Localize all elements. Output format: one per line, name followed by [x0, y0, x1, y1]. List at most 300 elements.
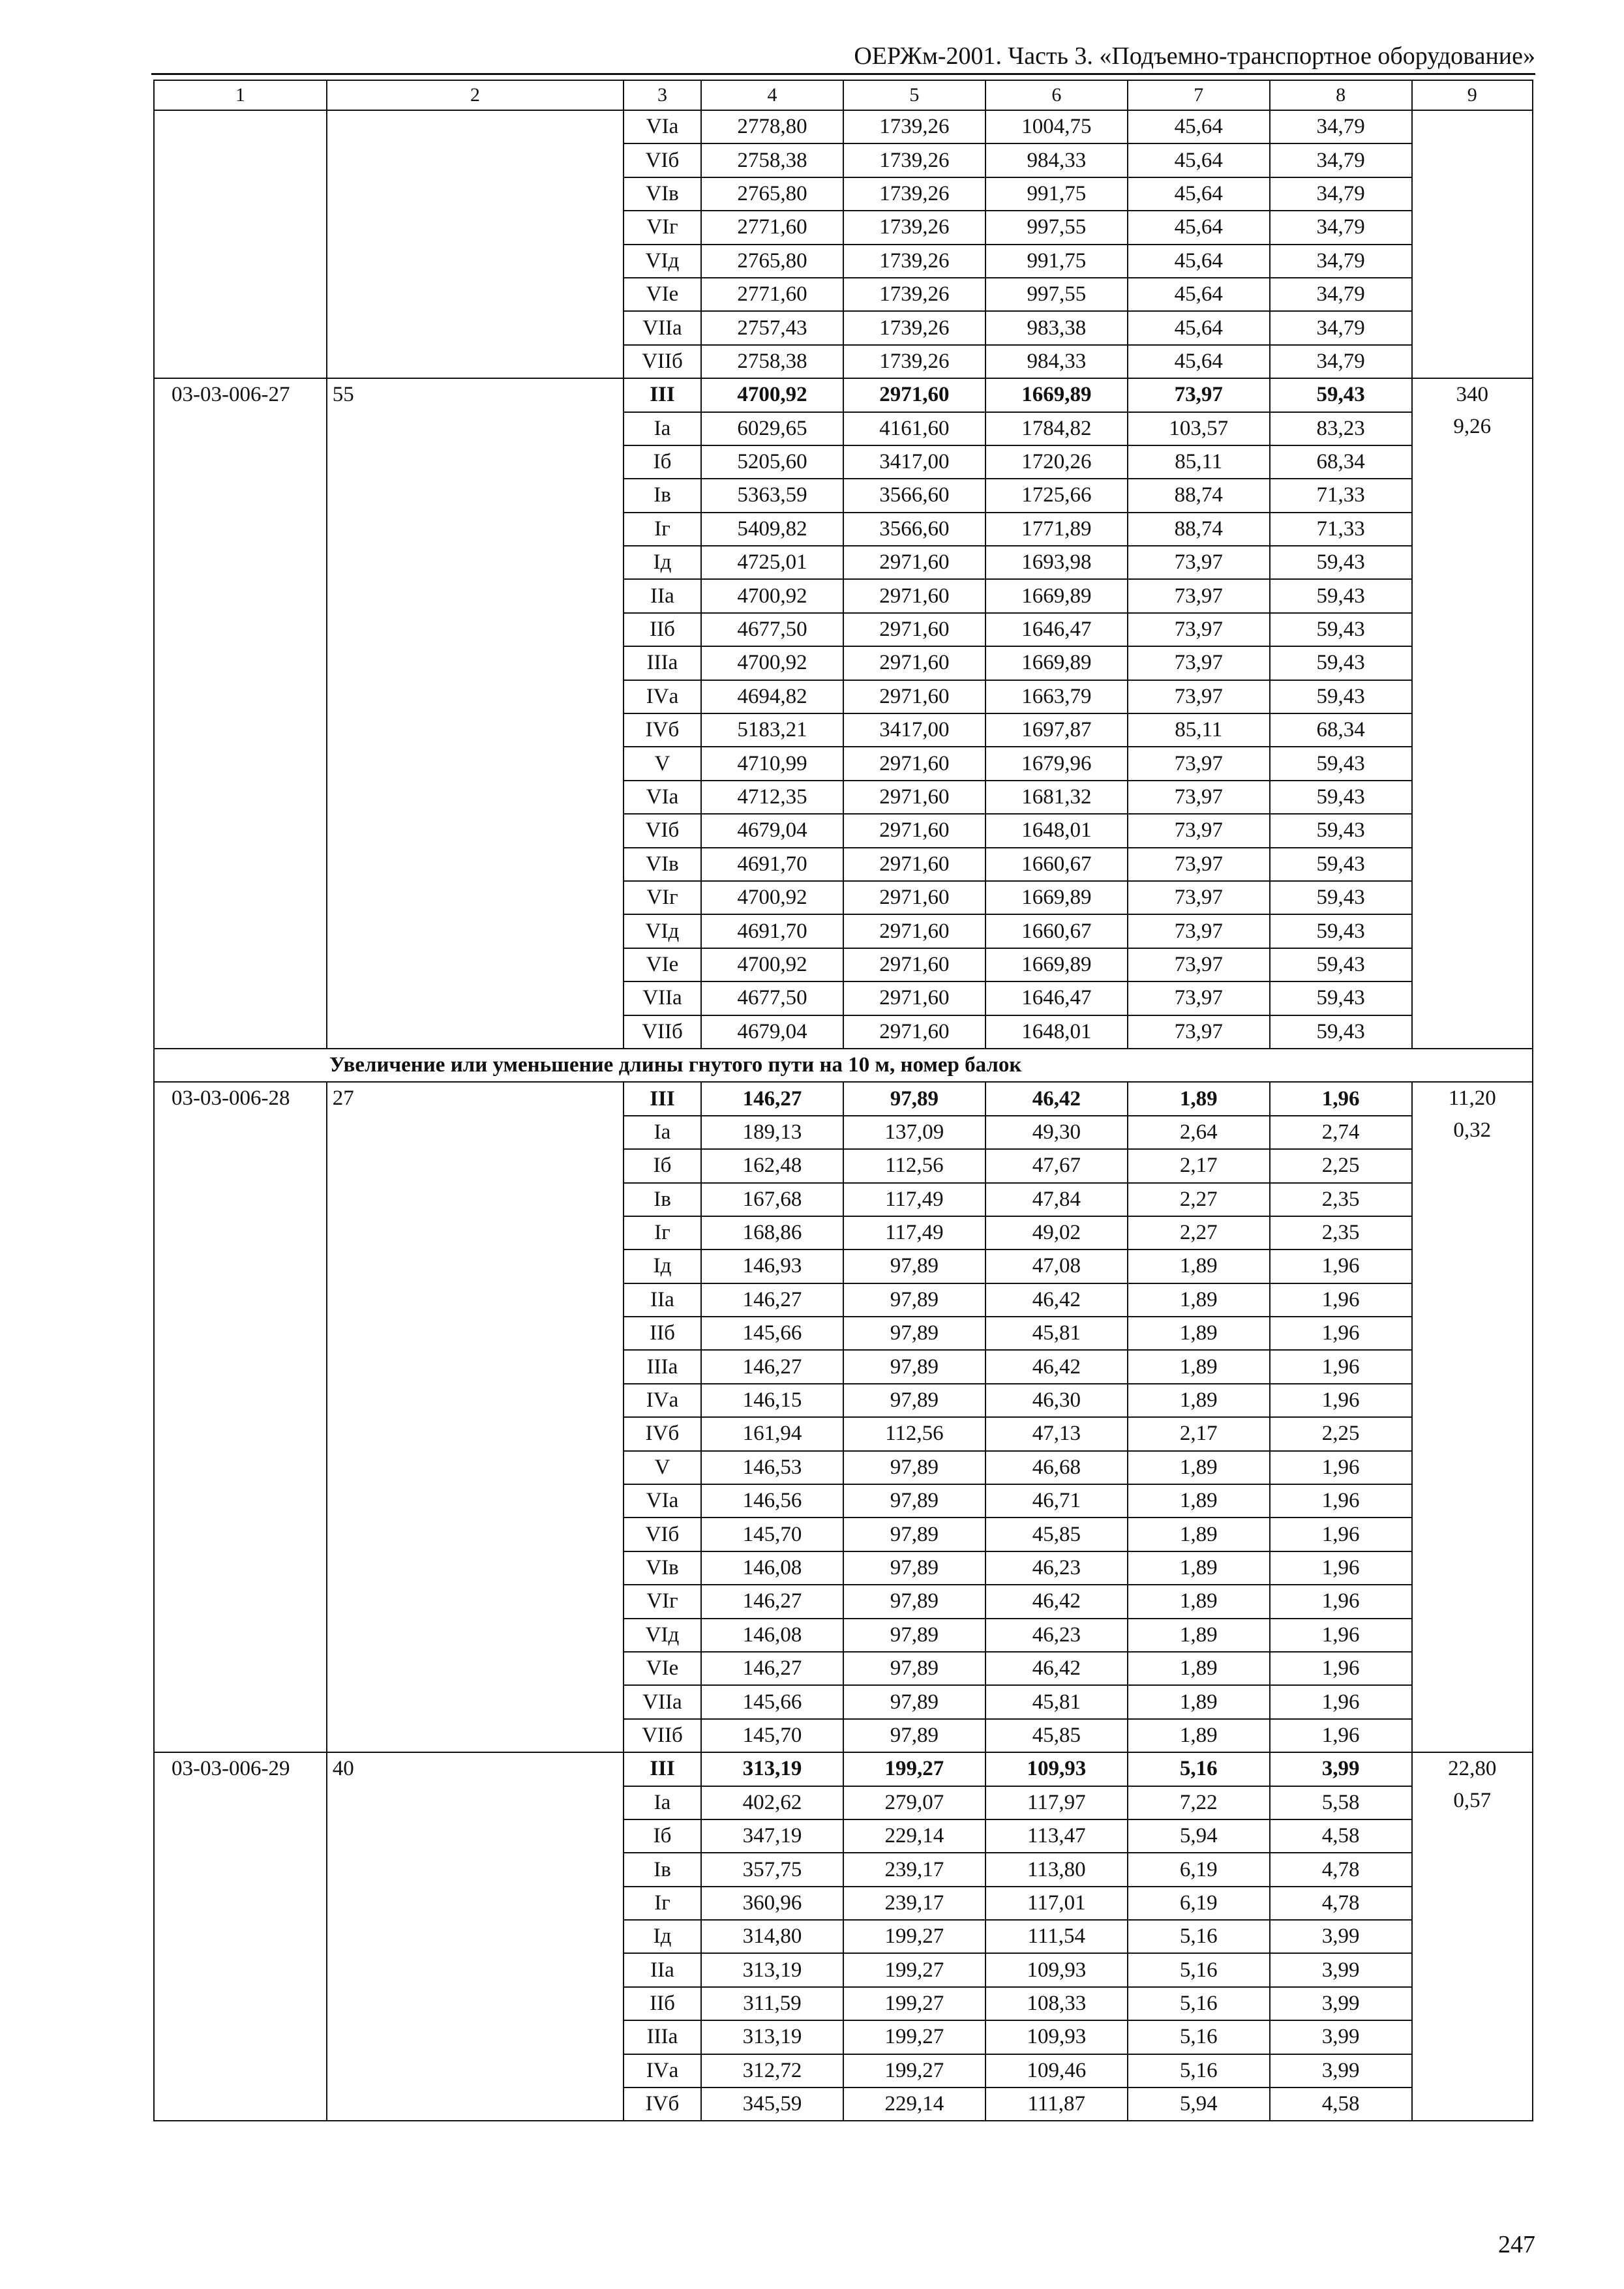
value-cell: 45,64 — [1128, 245, 1270, 278]
value-cell: 189,13 — [701, 1116, 843, 1149]
value-cell: 1648,01 — [985, 1015, 1128, 1049]
value-cell: 59,43 — [1270, 781, 1412, 814]
value-cell: 2971,60 — [843, 948, 985, 981]
value-cell: 1784,82 — [985, 412, 1128, 445]
value-cell: 1739,26 — [843, 110, 985, 143]
value-cell: 59,43 — [1270, 981, 1412, 1015]
zone-cell: Iа — [624, 412, 701, 445]
value-cell: 2971,60 — [843, 378, 985, 411]
zone-cell: Iа — [624, 1116, 701, 1149]
value-cell: 45,64 — [1128, 143, 1270, 177]
value-cell: 5,16 — [1128, 2020, 1270, 2054]
zone-cell: Iд — [624, 546, 701, 579]
value-cell: 111,54 — [985, 1920, 1128, 1953]
value-cell: 2971,60 — [843, 1015, 985, 1049]
value-cell: 983,38 — [985, 311, 1128, 344]
value-cell: 97,89 — [843, 1619, 985, 1652]
value-cell: 1,96 — [1270, 1451, 1412, 1484]
zone-cell: IIIа — [624, 646, 701, 680]
value-cell: 1739,26 — [843, 278, 985, 311]
value-cell: 1,96 — [1270, 1350, 1412, 1383]
value-cell: 2765,80 — [701, 245, 843, 278]
column-number: 4 — [701, 80, 843, 110]
value-cell: 4700,92 — [701, 378, 843, 411]
value-cell: 1646,47 — [985, 613, 1128, 646]
value-cell: 97,89 — [843, 1451, 985, 1484]
value-cell: 117,97 — [985, 1786, 1128, 1819]
value-cell: 45,85 — [985, 1518, 1128, 1551]
value-cell: 168,86 — [701, 1216, 843, 1249]
value-cell: 1,89 — [1128, 1652, 1270, 1685]
column-number: 8 — [1270, 80, 1412, 110]
value-cell: 239,17 — [843, 1887, 985, 1920]
value-cell: 88,74 — [1128, 479, 1270, 512]
value-cell: 1,89 — [1128, 1283, 1270, 1317]
value-cell: 5183,21 — [701, 713, 843, 747]
value-cell: 73,97 — [1128, 781, 1270, 814]
value-cell: 73,97 — [1128, 1015, 1270, 1049]
value-cell: 46,42 — [985, 1082, 1128, 1115]
value-cell: 5,16 — [1128, 1953, 1270, 1986]
value-cell: 4694,82 — [701, 680, 843, 713]
value-cell: 3,99 — [1270, 2020, 1412, 2054]
value-cell: 3417,00 — [843, 445, 985, 479]
value-cell: 311,59 — [701, 1987, 843, 2020]
value-cell: 117,49 — [843, 1216, 985, 1249]
value-cell: 1720,26 — [985, 445, 1128, 479]
value-cell: 4712,35 — [701, 781, 843, 814]
zone-cell: IIа — [624, 579, 701, 612]
value-cell: 68,34 — [1270, 713, 1412, 747]
value-cell: 59,43 — [1270, 546, 1412, 579]
table-row — [154, 378, 1533, 411]
value-cell: 1,89 — [1128, 1249, 1270, 1283]
value-cell: 97,89 — [843, 1484, 985, 1518]
value-cell: 1660,67 — [985, 914, 1128, 948]
rates-table — [153, 80, 1533, 2121]
value-cell: 3,99 — [1270, 1987, 1412, 2020]
value-cell: 4,58 — [1270, 1819, 1412, 1853]
page-number: 247 — [1498, 2231, 1535, 2258]
value-cell: 1,96 — [1270, 1082, 1412, 1115]
value-cell: 34,79 — [1270, 311, 1412, 344]
header-rule — [151, 73, 1535, 75]
material-value-main: 11,20 — [1448, 1086, 1496, 1111]
value-cell: 59,43 — [1270, 814, 1412, 847]
zone-cell: IIа — [624, 1953, 701, 1986]
zone-cell: Iб — [624, 1149, 701, 1182]
value-cell: 313,19 — [701, 1752, 843, 1786]
value-cell: 1004,75 — [985, 110, 1128, 143]
value-cell: 1681,32 — [985, 781, 1128, 814]
value-cell: 997,55 — [985, 211, 1128, 244]
value-cell: 73,97 — [1128, 646, 1270, 680]
value-cell: 1739,26 — [843, 311, 985, 344]
value-cell: 1,96 — [1270, 1249, 1412, 1283]
value-cell: 49,30 — [985, 1116, 1128, 1149]
value-cell: 97,89 — [843, 1350, 985, 1383]
zone-cell: IIIа — [624, 2020, 701, 2054]
value-cell: 5409,82 — [701, 513, 843, 546]
value-cell: 117,01 — [985, 1887, 1128, 1920]
zone-cell: IIб — [624, 1317, 701, 1350]
zone-cell: VIIб — [624, 345, 701, 378]
value-cell: 199,27 — [843, 1920, 985, 1953]
value-cell: 1669,89 — [985, 579, 1128, 612]
value-cell: 1669,89 — [985, 646, 1128, 680]
value-cell: 1660,67 — [985, 848, 1128, 881]
value-cell: 73,97 — [1128, 680, 1270, 713]
value-cell: 145,70 — [701, 1518, 843, 1551]
zone-cell: VIг — [624, 1585, 701, 1618]
value-cell: 5,16 — [1128, 1987, 1270, 2020]
zone-cell: Iв — [624, 1183, 701, 1216]
value-cell: 97,89 — [843, 1283, 985, 1317]
value-cell: 68,34 — [1270, 445, 1412, 479]
zone-cell: VIг — [624, 881, 701, 914]
material-value-secondary: 0,32 — [1453, 1118, 1492, 1143]
value-cell: 1,89 — [1128, 1484, 1270, 1518]
value-cell: 2,74 — [1270, 1116, 1412, 1149]
value-cell: 73,97 — [1128, 981, 1270, 1015]
value-cell: 83,23 — [1270, 412, 1412, 445]
value-cell: 1669,89 — [985, 378, 1128, 411]
zone-cell: III — [624, 1082, 701, 1115]
value-cell: 117,49 — [843, 1183, 985, 1216]
value-cell: 45,81 — [985, 1685, 1128, 1718]
value-cell: 2971,60 — [843, 579, 985, 612]
zone-cell: Iг — [624, 1216, 701, 1249]
value-cell: 71,33 — [1270, 479, 1412, 512]
value-cell: 109,93 — [985, 2020, 1128, 2054]
material-cell — [1412, 1082, 1533, 1752]
value-cell: 239,17 — [843, 1853, 985, 1886]
zone-cell: VIд — [624, 245, 701, 278]
rate-code-cell: 03-03-006-28 — [154, 1082, 327, 1752]
value-cell: 2971,60 — [843, 814, 985, 847]
zone-cell: III — [624, 1752, 701, 1786]
value-cell: 47,08 — [985, 1249, 1128, 1283]
zone-cell: IIб — [624, 613, 701, 646]
value-cell: 97,89 — [843, 1249, 985, 1283]
column-number: 9 — [1412, 80, 1533, 110]
value-cell: 46,68 — [985, 1451, 1128, 1484]
value-cell: 73,97 — [1128, 914, 1270, 948]
value-cell: 229,14 — [843, 1819, 985, 1853]
value-cell: 161,94 — [701, 1417, 843, 1450]
value-cell: 49,02 — [985, 1216, 1128, 1249]
value-cell: 45,64 — [1128, 211, 1270, 244]
value-cell: 1725,66 — [985, 479, 1128, 512]
value-cell: 1669,89 — [985, 948, 1128, 981]
value-cell: 146,27 — [701, 1082, 843, 1115]
value-cell: 73,97 — [1128, 378, 1270, 411]
value-cell: 45,85 — [985, 1719, 1128, 1752]
value-cell: 2757,43 — [701, 311, 843, 344]
zone-cell: V — [624, 1451, 701, 1484]
value-cell: 345,59 — [701, 2087, 843, 2121]
value-cell: 73,97 — [1128, 948, 1270, 981]
value-cell: 146,08 — [701, 1619, 843, 1652]
value-cell: 59,43 — [1270, 579, 1412, 612]
value-cell: 2971,60 — [843, 747, 985, 780]
value-cell: 34,79 — [1270, 278, 1412, 311]
zone-cell: VIд — [624, 1619, 701, 1652]
value-cell: 4161,60 — [843, 412, 985, 445]
value-cell: 3,99 — [1270, 1953, 1412, 1986]
zone-cell: VIIб — [624, 1015, 701, 1049]
value-cell: 46,42 — [985, 1585, 1128, 1618]
value-cell: 2778,80 — [701, 110, 843, 143]
value-cell: 2971,60 — [843, 680, 985, 713]
zone-cell: IIа — [624, 1283, 701, 1317]
value-cell: 1771,89 — [985, 513, 1128, 546]
material-value-main: 22,80 — [1448, 1757, 1497, 1781]
value-cell: 2765,80 — [701, 177, 843, 211]
value-cell: 145,66 — [701, 1685, 843, 1718]
value-cell: 984,33 — [985, 345, 1128, 378]
zone-cell: VIе — [624, 1652, 701, 1685]
value-cell: 199,27 — [843, 1987, 985, 2020]
value-cell: 1646,47 — [985, 981, 1128, 1015]
value-cell: 45,81 — [985, 1317, 1128, 1350]
value-cell: 1,89 — [1128, 1384, 1270, 1417]
value-cell: 46,71 — [985, 1484, 1128, 1518]
value-cell: 146,27 — [701, 1652, 843, 1685]
value-cell: 6,19 — [1128, 1887, 1270, 1920]
value-cell: 1,96 — [1270, 1551, 1412, 1585]
value-cell: 2971,60 — [843, 981, 985, 1015]
value-cell: 2971,60 — [843, 781, 985, 814]
value-cell: 5,58 — [1270, 1786, 1412, 1819]
value-cell: 4,78 — [1270, 1887, 1412, 1920]
value-cell: 4700,92 — [701, 948, 843, 981]
value-cell: 97,89 — [843, 1585, 985, 1618]
value-cell: 167,68 — [701, 1183, 843, 1216]
zone-cell: Iд — [624, 1249, 701, 1283]
value-cell: 88,74 — [1128, 513, 1270, 546]
quantity-cell — [327, 110, 624, 378]
column-number: 5 — [843, 80, 985, 110]
zone-cell: IVб — [624, 2087, 701, 2121]
value-cell: 73,97 — [1128, 613, 1270, 646]
rate-code-cell: 03-03-006-29 — [154, 1752, 327, 2121]
value-cell: 1739,26 — [843, 211, 985, 244]
value-cell: 2,17 — [1128, 1417, 1270, 1450]
value-cell: 1739,26 — [843, 345, 985, 378]
value-cell: 34,79 — [1270, 143, 1412, 177]
value-cell: 1739,26 — [843, 143, 985, 177]
material-value-secondary: 0,57 — [1453, 1789, 1492, 1813]
value-cell: 46,30 — [985, 1384, 1128, 1417]
value-cell: 4700,92 — [701, 579, 843, 612]
value-cell: 103,57 — [1128, 412, 1270, 445]
value-cell: 1,96 — [1270, 1719, 1412, 1752]
value-cell: 199,27 — [843, 2020, 985, 2054]
value-cell: 1,96 — [1270, 1484, 1412, 1518]
quantity-cell: 55 — [327, 378, 624, 1049]
column-number-row — [154, 80, 1533, 110]
value-cell: 97,89 — [843, 1652, 985, 1685]
value-cell: 1739,26 — [843, 245, 985, 278]
value-cell: 97,89 — [843, 1317, 985, 1350]
value-cell: 1697,87 — [985, 713, 1128, 747]
value-cell: 2971,60 — [843, 881, 985, 914]
value-cell: 1,96 — [1270, 1317, 1412, 1350]
value-cell: 109,46 — [985, 2054, 1128, 2087]
value-cell: 59,43 — [1270, 948, 1412, 981]
value-cell: 47,84 — [985, 1183, 1128, 1216]
value-cell: 46,42 — [985, 1652, 1128, 1685]
value-cell: 59,43 — [1270, 680, 1412, 713]
zone-cell: VIе — [624, 278, 701, 311]
value-cell: 2,25 — [1270, 1417, 1412, 1450]
value-cell: 2971,60 — [843, 914, 985, 948]
value-cell: 73,97 — [1128, 848, 1270, 881]
value-cell: 4725,01 — [701, 546, 843, 579]
value-cell: 146,15 — [701, 1384, 843, 1417]
table-row — [154, 110, 1533, 143]
value-cell: 146,56 — [701, 1484, 843, 1518]
material-value-secondary: 9,26 — [1453, 415, 1492, 439]
value-cell: 1,89 — [1128, 1585, 1270, 1618]
column-number: 3 — [624, 80, 701, 110]
material-value-secondary — [1413, 143, 1532, 175]
value-cell: 4691,70 — [701, 848, 843, 881]
value-cell: 2,35 — [1270, 1183, 1412, 1216]
value-cell: 97,89 — [843, 1384, 985, 1417]
zone-cell: VIд — [624, 914, 701, 948]
column-number: 1 — [154, 80, 327, 110]
value-cell: 2971,60 — [843, 546, 985, 579]
table-body — [154, 80, 1533, 2121]
value-cell: 59,43 — [1270, 881, 1412, 914]
value-cell: 314,80 — [701, 1920, 843, 1953]
value-cell: 347,19 — [701, 1819, 843, 1853]
value-cell: 59,43 — [1270, 646, 1412, 680]
value-cell: 360,96 — [701, 1887, 843, 1920]
value-cell: 2,27 — [1128, 1183, 1270, 1216]
value-cell: 73,97 — [1128, 546, 1270, 579]
value-cell: 199,27 — [843, 1752, 985, 1786]
material-value-main — [1413, 111, 1532, 143]
value-cell: 1,89 — [1128, 1518, 1270, 1551]
zone-cell: Iв — [624, 479, 701, 512]
value-cell: 59,43 — [1270, 914, 1412, 948]
value-cell: 112,56 — [843, 1149, 985, 1182]
value-cell: 991,75 — [985, 177, 1128, 211]
quantity-cell: 40 — [327, 1752, 624, 2121]
value-cell: 1679,96 — [985, 747, 1128, 780]
value-cell: 7,22 — [1128, 1786, 1270, 1819]
value-cell: 162,48 — [701, 1149, 843, 1182]
value-cell: 34,79 — [1270, 211, 1412, 244]
value-cell: 1739,26 — [843, 177, 985, 211]
value-cell: 4679,04 — [701, 814, 843, 847]
table-row — [154, 1082, 1533, 1115]
zone-cell: VIг — [624, 211, 701, 244]
value-cell: 1,89 — [1128, 1451, 1270, 1484]
value-cell: 997,55 — [985, 278, 1128, 311]
value-cell: 2,64 — [1128, 1116, 1270, 1149]
value-cell: 108,33 — [985, 1987, 1128, 2020]
zone-cell: VIа — [624, 110, 701, 143]
value-cell: 59,43 — [1270, 1015, 1412, 1049]
value-cell: 1,96 — [1270, 1384, 1412, 1417]
value-cell: 45,64 — [1128, 177, 1270, 211]
value-cell: 3,99 — [1270, 2054, 1412, 2087]
value-cell: 113,47 — [985, 1819, 1128, 1853]
value-cell: 5,94 — [1128, 2087, 1270, 2121]
value-cell: 73,97 — [1128, 747, 1270, 780]
value-cell: 73,97 — [1128, 579, 1270, 612]
zone-cell: VIв — [624, 848, 701, 881]
value-cell: 279,07 — [843, 1786, 985, 1819]
table-row — [154, 1752, 1533, 1786]
value-cell: 34,79 — [1270, 177, 1412, 211]
value-cell: 1,96 — [1270, 1585, 1412, 1618]
value-cell: 47,13 — [985, 1417, 1128, 1450]
value-cell: 4691,70 — [701, 914, 843, 948]
value-cell: 146,27 — [701, 1350, 843, 1383]
value-cell: 45,64 — [1128, 345, 1270, 378]
zone-cell: Iб — [624, 445, 701, 479]
value-cell: 1,89 — [1128, 1350, 1270, 1383]
value-cell: 47,67 — [985, 1149, 1128, 1182]
value-cell: 313,19 — [701, 2020, 843, 2054]
value-cell: 97,89 — [843, 1518, 985, 1551]
page-header: ОЕРЖм-2001. Часть 3. «Подъемно-транспортное оборудование» — [854, 42, 1535, 70]
material-value-main: 340 — [1456, 383, 1489, 407]
value-cell: 5205,60 — [701, 445, 843, 479]
value-cell: 1,89 — [1128, 1082, 1270, 1115]
value-cell: 1,89 — [1128, 1719, 1270, 1752]
zone-cell: Iб — [624, 1819, 701, 1853]
value-cell: 3417,00 — [843, 713, 985, 747]
value-cell: 34,79 — [1270, 110, 1412, 143]
value-cell: 97,89 — [843, 1685, 985, 1718]
zone-cell: Iв — [624, 1853, 701, 1886]
value-cell: 1,89 — [1128, 1685, 1270, 1718]
value-cell: 2758,38 — [701, 143, 843, 177]
value-cell: 34,79 — [1270, 245, 1412, 278]
value-cell: 1,89 — [1128, 1619, 1270, 1652]
value-cell: 1,89 — [1128, 1317, 1270, 1350]
section-row — [154, 1049, 1533, 1082]
value-cell: 145,70 — [701, 1719, 843, 1752]
zone-cell: IVа — [624, 1384, 701, 1417]
value-cell: 1,96 — [1270, 1518, 1412, 1551]
value-cell: 146,93 — [701, 1249, 843, 1283]
zone-cell: VIа — [624, 781, 701, 814]
value-cell: 1,96 — [1270, 1685, 1412, 1718]
zone-cell: Iг — [624, 513, 701, 546]
value-cell: 5,16 — [1128, 1920, 1270, 1953]
rate-code-cell — [154, 110, 327, 378]
value-cell: 5,16 — [1128, 1752, 1270, 1786]
zone-cell: VIб — [624, 143, 701, 177]
value-cell: 59,43 — [1270, 848, 1412, 881]
value-cell: 145,66 — [701, 1317, 843, 1350]
zone-cell: IVа — [624, 2054, 701, 2087]
value-cell: 59,43 — [1270, 613, 1412, 646]
value-cell: 2758,38 — [701, 345, 843, 378]
zone-cell: IVа — [624, 680, 701, 713]
value-cell: 85,11 — [1128, 713, 1270, 747]
value-cell: 2771,60 — [701, 278, 843, 311]
value-cell: 109,93 — [985, 1953, 1128, 1986]
zone-cell: VIв — [624, 177, 701, 211]
